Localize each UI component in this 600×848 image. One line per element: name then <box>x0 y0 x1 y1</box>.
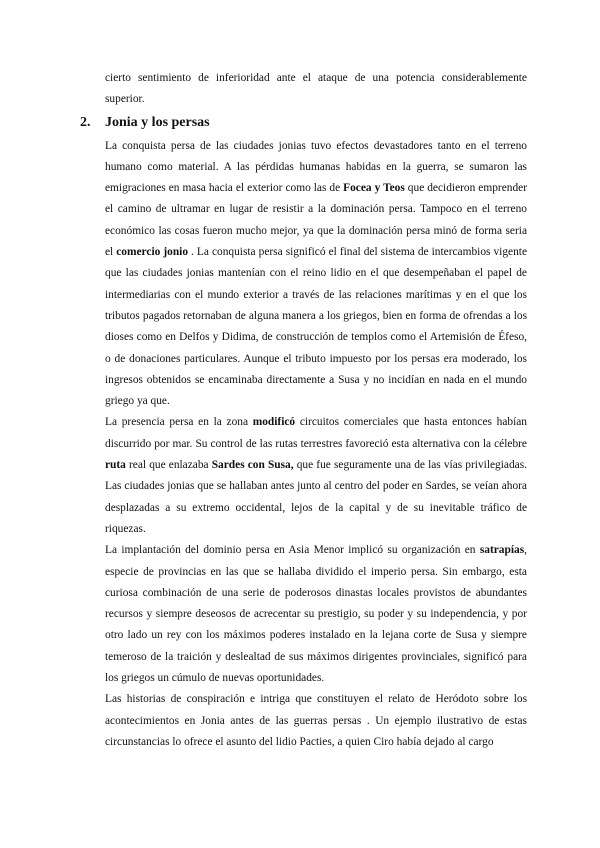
paragraph-2-text-e: que fue seguramente una de las vías privilegiadas. Las ciudades jonias que se hallaban antes junto al centro del poder en Sardes, se veían ahora desplazadas a su extremo occidental, lejos de la capital y de su inevitable tráfico de riquezas. <box>105 459 527 535</box>
paragraph-2-bold-modifico: modificó <box>252 416 296 429</box>
section-title: Jonia y los persas <box>105 114 210 130</box>
paragraph-2-text-a: La presencia persa en la zona <box>105 416 253 429</box>
paragraph-1-text-d: . La conquista persa significó el final del sistema de intercambios vigente que las ciudades jonias mantenían con el reino lidio en el que desempeñaban el papel de intermediarias con el mundo exterior a través de las relaciones marítimas y en el que los tributos pagados retornaban de alguna manera a los griegos, bien en forma de ofrendas a los dioses como en Delfos y Didima, de construcción de templos como el Artemisión de Éfeso, o de donaciones particulares. Aunque el tributo impuesto por los persas era moderado, los ingresos obtenidos se encaminaba directamente a Susa y no incidían en nada en el mundo griego ya que. <box>105 246 528 408</box>
paragraph-2-bold-ruta: ruta <box>105 459 126 472</box>
paragraph-2-text-c: circuitos comerciales que hasta entonces habían discurrido por mar. Su control de las rutas terrestres favoreció esta alternativa con la célebre <box>105 416 527 450</box>
paragraph-3 <box>105 540 527 689</box>
paragraph-1-text-a: La conquista persa de las ciudades jonias tuvo efectos devastadores tanto en el terreno humano como material. A las pérdidas humanas habidas en la guerra, se sumaron las emigraciones en masa hacia el exterior como las de <box>105 139 527 195</box>
paragraph-2 <box>105 412 527 540</box>
section-heading <box>80 114 527 132</box>
paragraph-4: Las historias de conspiración e intriga que constituyen el relato de Heródoto sobre los acontecimientos en Jonia antes de las guerras persas . Un ejemplo ilustrativo de estas circunstancias lo ofrece el asunto del lidio Pacties, a quien Ciro había dejado al cargo <box>105 693 527 748</box>
section-number: 2. <box>80 114 91 130</box>
paragraph-1-bold-comercio-jonio: comercio jonio <box>116 246 189 259</box>
intro-paragraph: cierto sentimiento de inferioridad ante el ataque de una potencia considerablemente superior. <box>105 72 527 106</box>
paragraph-2-text-d: real que enlazaba <box>125 459 212 472</box>
paragraph-3-text-c: , especie de provincias en las que se hallaba dividido el imperio persa. Sin embargo, esta curiosa combinación de una serie de poderosos dinastas locales provistos de abundantes recursos y siempre deseosos de acrecentar su prestigio, su poder y su independencia, y por otro lado un rey con los máximos poderes instalado en la lejana corte de Susa y siempre temeroso de la traición y deslealtad de sus máximos dirigentes provinciales, significó para los griegos un cúmulo de nuevas oportunidades. <box>105 544 527 685</box>
paragraph-2-bold-sardes-susa: Sardes con Susa, <box>211 459 294 472</box>
page-content <box>80 68 528 753</box>
paragraph-1 <box>105 136 527 413</box>
paragraph-3-bold-satrapias: satrapías <box>479 544 525 557</box>
paragraph-1-bold-focea-teos: Focea y Teos <box>343 182 405 195</box>
paragraph-1-text-c: que decidieron emprender el camino de ultramar en lugar de resistir a la dominación persa. Tampoco en el terreno económico las cosas fueron mucho mejor, ya que la dominación persa minó de forma seria el <box>105 182 527 259</box>
paragraph-3-text-a: La implantación del dominio persa en Asia Menor implicó su organización en <box>105 544 480 557</box>
